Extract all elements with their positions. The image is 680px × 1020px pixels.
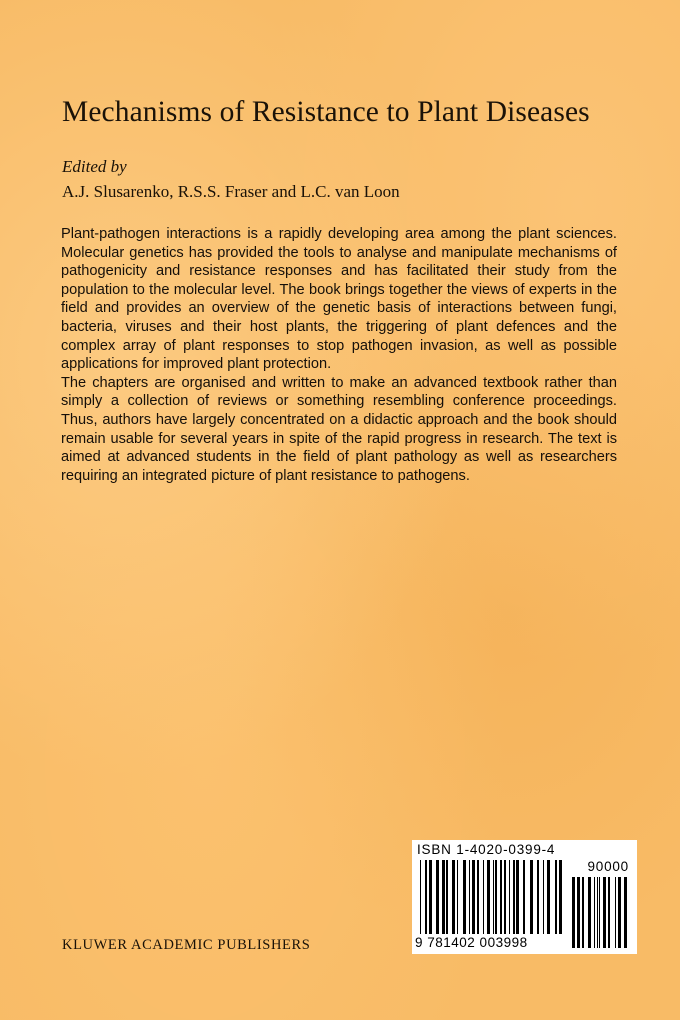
barcode-bar — [577, 877, 580, 948]
barcode-bar — [472, 860, 475, 934]
barcode-bar — [537, 860, 539, 934]
barcode-bar — [559, 860, 562, 934]
barcode-bar — [487, 860, 490, 934]
barcode-bar — [457, 860, 458, 934]
barcode-bar — [493, 860, 494, 934]
price-code: 90000 — [587, 859, 629, 874]
isbn-label: ISBN 1-4020-0399-4 — [417, 842, 556, 857]
barcode-bar — [495, 860, 497, 934]
barcode-bar — [594, 877, 595, 948]
barcode-bar — [603, 877, 606, 948]
barcode-bar — [452, 860, 455, 934]
barcode-bar — [477, 860, 479, 934]
barcode-bar — [624, 877, 627, 948]
editors-names: A.J. Slusarenko, R.S.S. Fraser and L.C. van Loon — [62, 182, 400, 201]
barcode-bar — [436, 860, 439, 934]
barcode-bar — [572, 877, 575, 948]
barcode-bar — [500, 860, 502, 934]
barcode-bar — [618, 877, 621, 948]
barcode-bar — [608, 877, 610, 948]
barcode-bar — [446, 860, 448, 934]
barcode-bar — [425, 860, 427, 934]
description-paragraph-1: Plant-pathogen interactions is a rapidly developing area among the plant sciences. Molecular genetics has provided the tools to analyse and manipulate mechanisms of pathogenicity and resistance responses and has facilitated their study from the population to the molecular level. The book brings together the views of experts in the field and provides an overview of the genetic basis of interactions between fungi, bacteria, viruses and their host plants, the triggering of plant defences and the complex array of plant responses to stop pathogen invasion, as well as possible applications for improved plant protection. — [61, 226, 617, 373]
barcode-bar — [597, 877, 598, 948]
barcode-bar — [547, 860, 550, 934]
barcode-bar — [513, 860, 515, 934]
barcode-bar — [530, 860, 533, 934]
publisher-name: KLUWER ACADEMIC PUBLISHERS — [62, 937, 311, 953]
barcode-bar — [509, 860, 510, 934]
barcode-bar — [429, 860, 432, 934]
barcode-bar — [599, 877, 600, 948]
barcode-bar — [555, 860, 557, 934]
barcode-bar — [516, 860, 519, 934]
barcode-bar — [615, 877, 616, 948]
barcode-bar — [582, 877, 584, 948]
barcode-bar — [469, 860, 470, 934]
barcode-bar — [483, 860, 484, 934]
edited-by-label: Edited by — [62, 157, 127, 176]
barcode-bar — [442, 860, 445, 934]
barcode-bar — [420, 860, 421, 934]
barcode-bar — [523, 860, 525, 934]
isbn-barcode — [412, 840, 637, 954]
barcode-bar — [463, 860, 466, 934]
barcode-bar — [504, 860, 506, 934]
ean-number: 9 781402 003998 — [415, 935, 528, 950]
barcode-bar — [543, 860, 544, 934]
book-description — [61, 225, 617, 485]
book-title: Mechanisms of Resistance to Plant Diseases — [62, 96, 590, 128]
barcode-bar — [588, 877, 591, 948]
description-paragraph-2: The chapters are organised and written to make an advanced textbook rather than simply a collection of reviews or something resembling conference proceedings. Thus, authors have largely concentrated on a didactic approach and the book should remain usable for several years in spite of the rapid progress in research. The text is aimed at advanced students in the field of plant pathology as well as researchers requiring an integrated picture of plant resistance to pathogens. — [61, 374, 617, 484]
